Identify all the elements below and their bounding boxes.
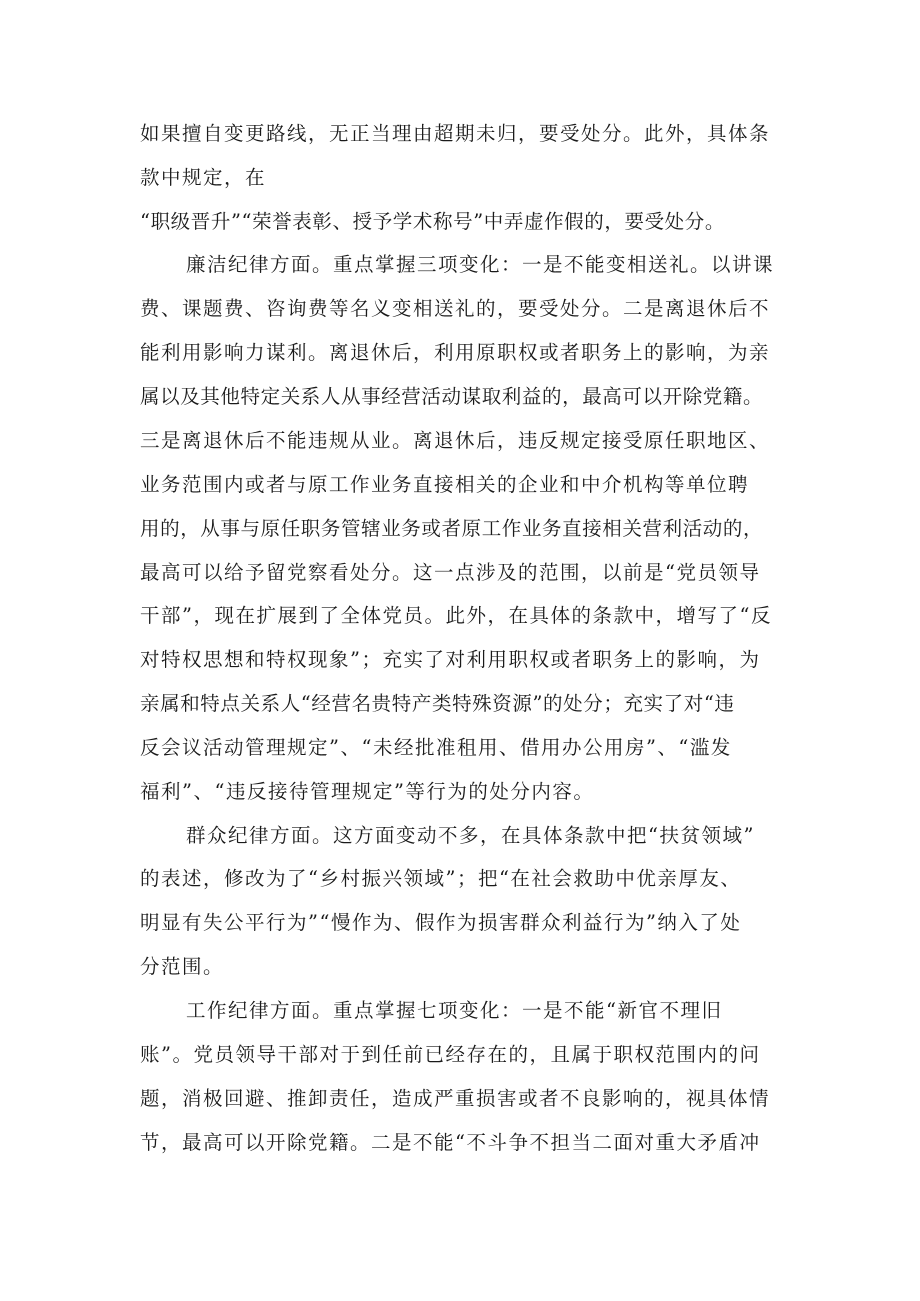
- paragraph-start-line: 廉洁纪律方面。重点掌握三项变化：一是不能变相送礼。以讲课: [186, 253, 775, 276]
- paragraph-start-line: 工作纪律方面。重点掌握七项变化：一是不能“新官不理旧: [186, 999, 723, 1022]
- text-line: 属以及其他特定关系人从事经营活动谋取利益的，最高可以开除党籍。: [140, 385, 764, 408]
- text-line: 费、课题费、咨询费等名义变相送礼的，要受处分。二是离退休后不: [140, 297, 771, 320]
- text-line: 明显有失公平行为”“慢作为、假作为损害群众利益行为”纳入了处: [140, 911, 742, 934]
- text-line: 分范围。: [140, 955, 225, 978]
- text-line: 三是离退休后不能违规从业。离退休后，违反规定接受原任职地区、: [140, 429, 771, 452]
- text-line: 最高可以给予留党察看处分。这一点涉及的范围，以前是“党员领导: [140, 561, 761, 584]
- text-line: 如果擅自变更路线，无正当理由超期未归，要受处分。此外，具体条: [140, 122, 771, 145]
- text-line: 用的，从事与原任职务管辖业务或者原工作业务直接相关营利活动的，: [140, 517, 764, 540]
- text-line: “职级晋升”“荣誉表彰、授予学术称号”中弄虚作假的，要受处分。: [140, 210, 725, 233]
- text-line: 的表述，修改为了“乡村振兴领域”；把“在社会救助中优亲厚友、: [140, 867, 742, 890]
- text-line: 反会议活动管理规定”、“未经批准租用、借用办公用房”、“滥发: [140, 736, 732, 759]
- text-line: 题，消极回避、推卸责任，造成严重损害或者不良影响的，视具体情: [140, 1087, 771, 1110]
- text-line: 对特权思想和特权现象”；充实了对利用职权或者职务上的影响，为: [140, 648, 761, 671]
- paragraph-start-line: 群众纪律方面。这方面变动不多，在具体条款中把“扶贫领域”: [186, 824, 755, 847]
- text-line: 账”。党员领导干部对于到任前已经存在的，且属于职权范围内的问: [140, 1043, 761, 1066]
- text-line: 干部”，现在扩展到了全体党员。此外，在具体的条款中，增写了“反: [140, 604, 772, 627]
- text-line: 业务范围内或者与原工作业务直接相关的企业和中介机构等单位聘: [140, 473, 750, 496]
- text-line: 亲属和特点关系人“经营名贵特产类特殊资源”的处分；充实了对“违: [140, 692, 735, 715]
- text-line: 能利用影响力谋利。离退休后，利用原职权或者职务上的影响，为亲: [140, 341, 771, 364]
- text-line: 福利”、“违反接待管理规定”等行为的处分内容。: [140, 780, 595, 803]
- text-line: 款中规定，在: [140, 166, 267, 189]
- text-line: 节，最高可以开除党籍。二是不能“不斗争不担当二面对重大矛盾冲: [140, 1131, 761, 1154]
